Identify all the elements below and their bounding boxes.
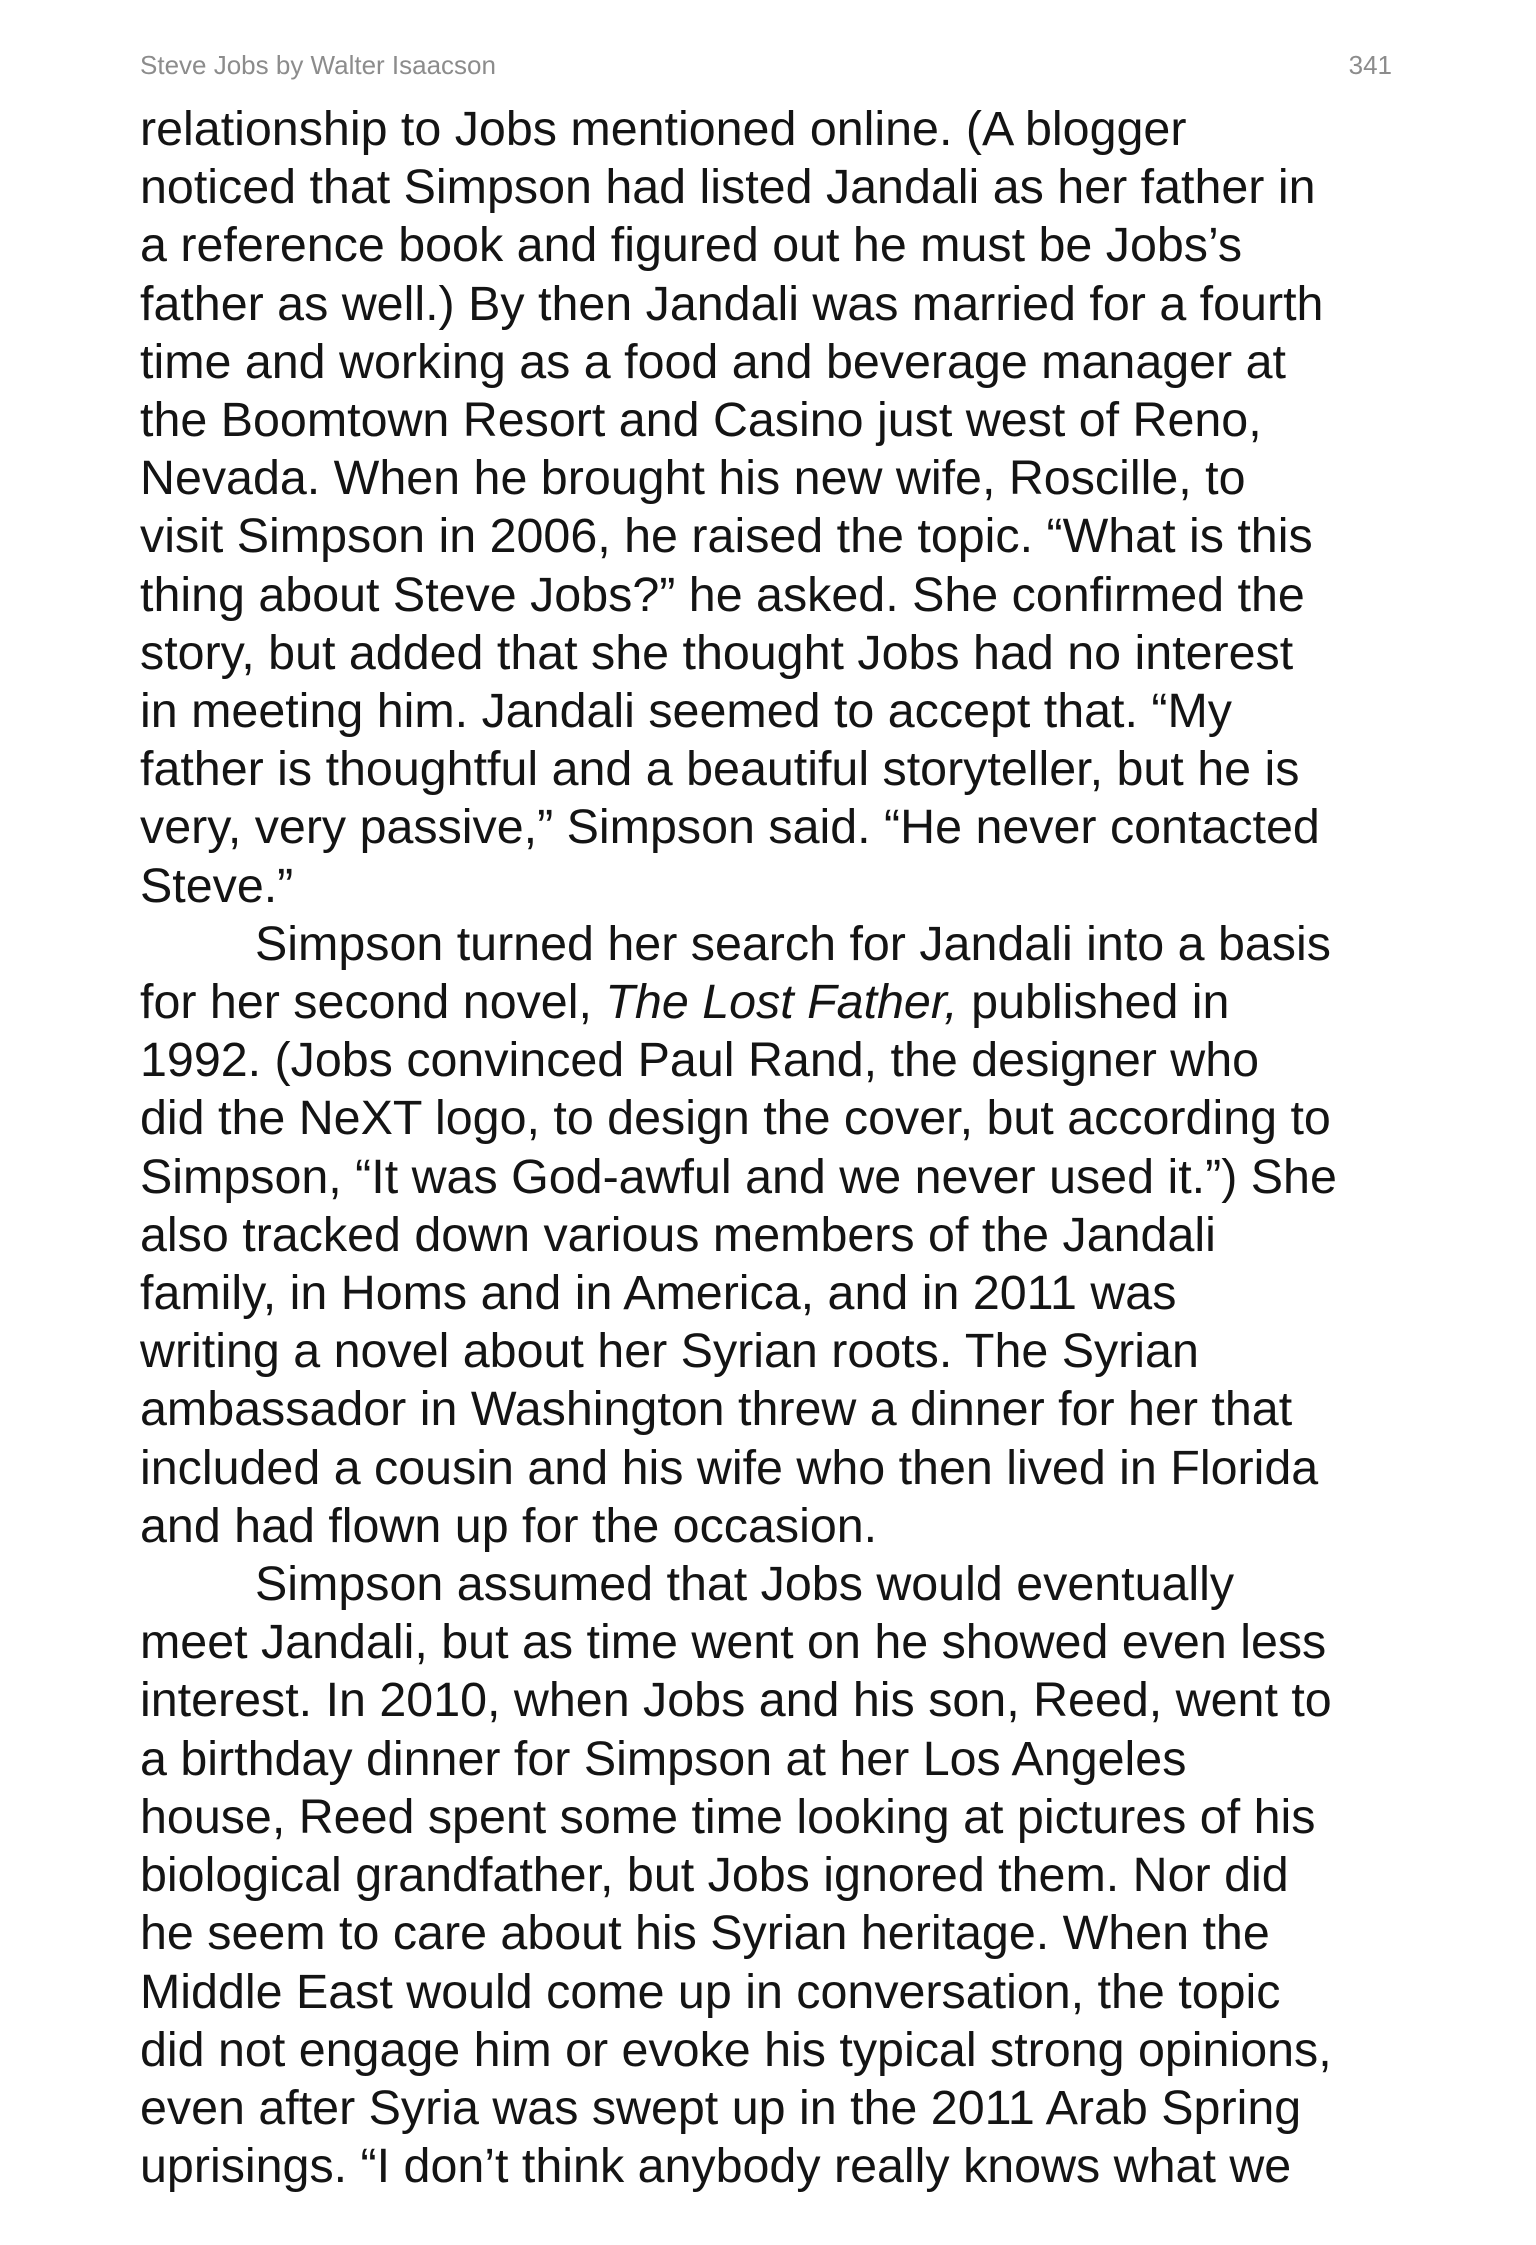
page-number: 341 xyxy=(1348,50,1392,80)
text-line: time and working as a food and beverage manager at xyxy=(140,334,1286,389)
text-line: visit Simpson in 2006, he raised the topic. “What is this xyxy=(140,509,1313,564)
text-line: writing a novel about her Syrian roots. The Syrian xyxy=(140,1324,1199,1379)
text-line: and had flown up for the occasion. xyxy=(140,1498,878,1553)
text-line-with-title xyxy=(140,973,1392,1031)
novel-title: The Lost Father, xyxy=(605,975,958,1030)
text-line: also tracked down various members of the Jandali xyxy=(140,1207,1216,1262)
text-line: did the NeXT logo, to design the cover, but according to xyxy=(140,1091,1331,1146)
text-line: relationship to Jobs mentioned online. (A blogger xyxy=(140,102,1187,156)
text-line: Steve.” xyxy=(140,858,294,913)
text-line: story, but added that she thought Jobs had no interest xyxy=(140,625,1294,680)
paragraph-first-line: Simpson turned her search for Jandali into a basis xyxy=(255,916,1331,971)
paragraph-first-line: Simpson assumed that Jobs would eventually xyxy=(255,1557,1235,1612)
text-line: biological grandfather, but Jobs ignored them. Nor did xyxy=(140,1848,1289,1903)
text-segment: for her second novel, xyxy=(140,975,606,1030)
text-line: in meeting him. Jandali seemed to accept that. “My xyxy=(140,684,1233,739)
text-line: Simpson, “It was God-awful and we never used it.”) She xyxy=(140,1149,1337,1204)
page-header xyxy=(140,44,1392,84)
text-line: a reference book and figured out he must be Jobs’s xyxy=(140,218,1243,273)
text-line: he seem to care about his Syrian heritage. When the xyxy=(140,1906,1270,1961)
text-line: Middle East would come up in conversation, the topic xyxy=(140,1964,1281,2019)
text-line: father is thoughtful and a beautiful storyteller, but he is xyxy=(140,742,1300,797)
text-line: meet Jandali, but as time went on he showed even less xyxy=(140,1615,1327,1670)
text-line: Nevada. When he brought his new wife, Roscille, to xyxy=(140,451,1246,506)
text-line: father as well.) By then Jandali was married for a fourth xyxy=(140,276,1324,331)
running-title: Steve Jobs by Walter Isaacson xyxy=(140,50,496,80)
text-line: thing about Steve Jobs?” he asked. She confirmed the xyxy=(140,567,1305,622)
text-line: very, very passive,” Simpson said. “He never contacted xyxy=(140,800,1320,855)
text-line: the Boomtown Resort and Casino just west of Reno, xyxy=(140,393,1262,448)
text-line: uprisings. “I don’t think anybody really knows what we xyxy=(140,2139,1292,2194)
text-line: did not engage him or evoke his typical strong opinions, xyxy=(140,2022,1332,2077)
text-line: noticed that Simpson had listed Jandali as her father in xyxy=(140,160,1316,215)
text-line: included a cousin and his wife who then lived in Florida xyxy=(140,1440,1319,1495)
text-line: family, in Homs and in America, and in 2011 was xyxy=(140,1266,1177,1321)
text-segment: published in xyxy=(957,975,1230,1030)
page-body xyxy=(140,100,1392,2195)
text-line: house, Reed spent some time looking at pictures of his xyxy=(140,1789,1316,1844)
text-line: even after Syria was swept up in the 2011 Arab Spring xyxy=(140,2080,1302,2135)
text-line: a birthday dinner for Simpson at her Los Angeles xyxy=(140,1731,1187,1786)
text-line: 1992. (Jobs convinced Paul Rand, the designer who xyxy=(140,1033,1260,1088)
text-line: interest. In 2010, when Jobs and his son, Reed, went to xyxy=(140,1673,1332,1728)
text-line: ambassador in Washington threw a dinner for her that xyxy=(140,1382,1293,1437)
